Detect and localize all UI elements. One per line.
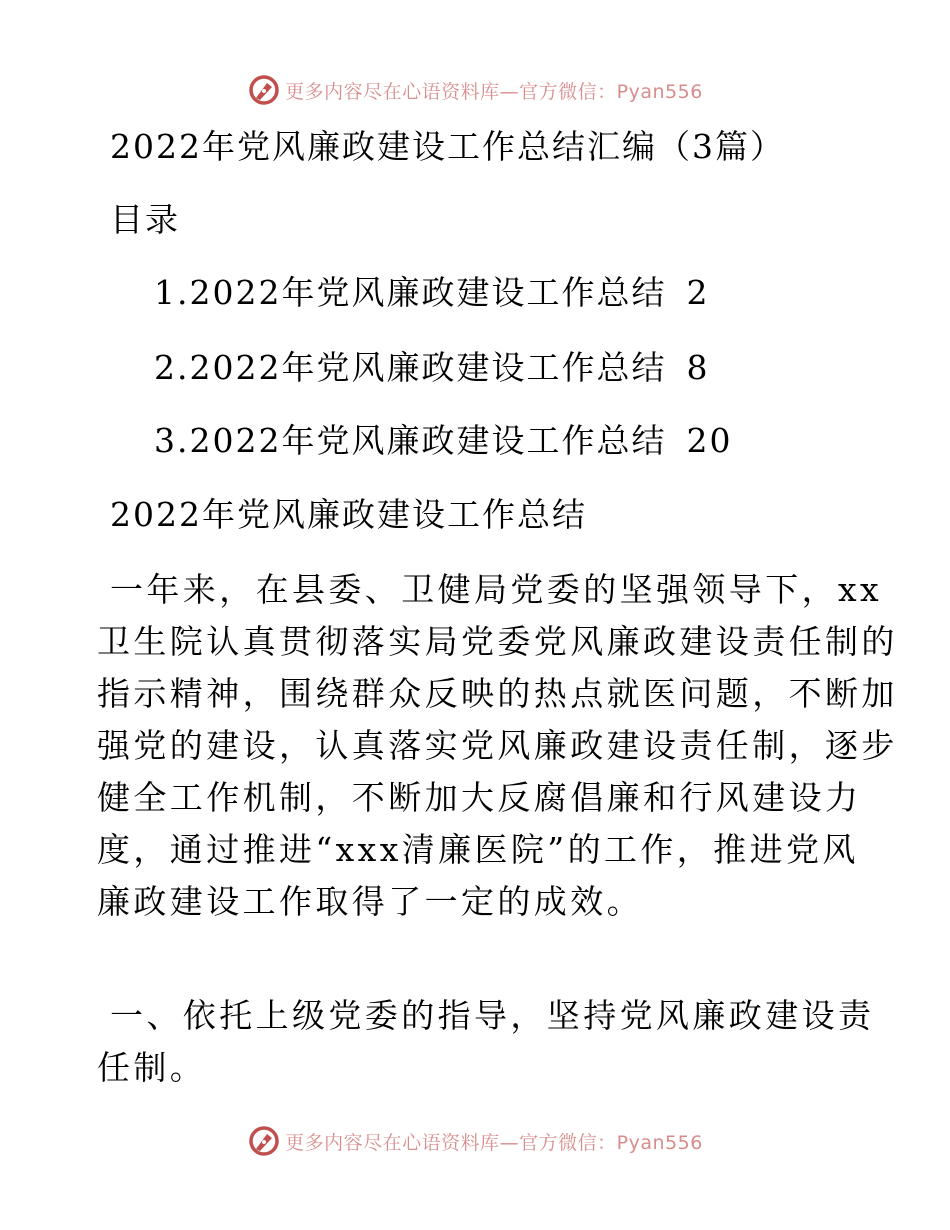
- paragraph-line: 强党的建设，认真落实党风廉政建设责任制，逐步: [97, 726, 898, 765]
- toc-item-page: 2: [686, 273, 710, 312]
- toc-item-label: 2.2022年党风廉政建设工作总结: [154, 348, 667, 387]
- paragraph-section-1: [97, 990, 875, 1094]
- toc-item[interactable]: [154, 270, 709, 316]
- paragraph-line: 度，通过推进“xxx清廉医院”的工作，推进党风: [97, 830, 859, 869]
- pen-nib-circle-icon: [247, 1124, 281, 1158]
- toc-heading: 目录: [110, 200, 180, 239]
- toc-item-page: 20: [686, 421, 733, 460]
- paragraph-intro: [97, 564, 898, 928]
- toc-item[interactable]: [154, 345, 709, 391]
- document-title: 2022年党风廉政建设工作总结汇编（3篇）: [110, 127, 785, 166]
- paragraph-line: 健全工作机制，不断加大反腐倡廉和行风建设力: [97, 778, 862, 817]
- paragraph-line: 指示精神，围绕群众反映的热点就医问题，不断加: [97, 674, 898, 713]
- toc-item-label: 1.2022年党风廉政建设工作总结: [154, 273, 667, 312]
- pen-nib-circle-icon: [247, 73, 281, 107]
- toc-item-page: 8: [686, 348, 710, 387]
- watermark-header: [0, 70, 950, 110]
- paragraph-line: 一、依托上级党委的指导，坚持党风廉政建设责: [110, 996, 875, 1035]
- watermark-text: 更多内容尽在心语资料库—官方微信：Pyan556: [285, 80, 703, 103]
- paragraph-line: 任制。: [97, 1048, 207, 1087]
- paragraph-line: 廉政建设工作取得了一定的成效。: [97, 882, 643, 921]
- toc-item[interactable]: [154, 418, 732, 464]
- paragraph-line: 一年来，在县委、卫健局党委的坚强领导下，xx: [110, 570, 883, 609]
- watermark-text: 更多内容尽在心语资料库—官方微信：Pyan556: [285, 1131, 703, 1154]
- watermark-footer: [0, 1121, 950, 1161]
- paragraph-line: 卫生院认真贯彻落实局党委党风廉政建设责任制的: [97, 622, 898, 661]
- toc-item-label: 3.2022年党风廉政建设工作总结: [154, 421, 667, 460]
- section-title: 2022年党风廉政建设工作总结: [110, 495, 587, 534]
